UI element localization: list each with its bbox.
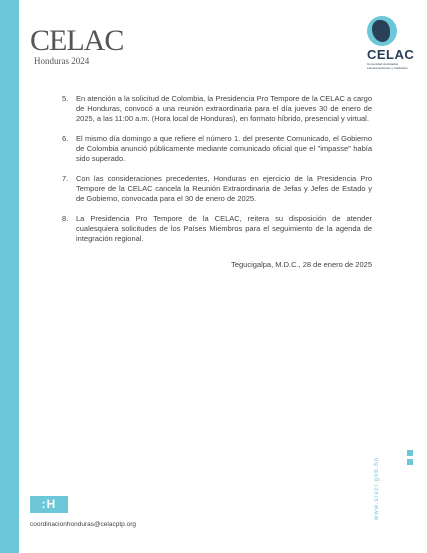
left-accent-bar (0, 0, 19, 553)
celac-logo-word: CELAC (30, 24, 124, 57)
celac-honduras-logo (30, 12, 135, 67)
celac-tagline: Comunidad de Estados Latinoamericanos y Caribeños (367, 62, 408, 70)
americas-globe-icon (367, 16, 397, 46)
item-number: 8. (62, 214, 69, 223)
honduras-2024-label: Honduras 2024 (34, 56, 90, 66)
list-item (62, 214, 372, 244)
communique-body (62, 94, 372, 270)
item-text: En atención a la solicitud de Colombia, la Presidencia Pro Tempore de la CELAC a cargo de Honduras, convocó a una reunión extraordinaria para el día jueves 30 de enero de 2025, a las 11:00 a.m. (Hora local de Honduras), en formato híbrido, presencial y virtual. (76, 94, 372, 123)
honduras-h-logo: :H (30, 496, 68, 513)
item-number: 6. (62, 134, 69, 143)
item-text: La Presidencia Pro Tempore de la CELAC, reitera su disposición de atender cualesquiera solicitudes de los Países Miembros para el seguimiento de la agenda de integración regional. (76, 214, 372, 243)
list-item (62, 134, 372, 164)
item-number: 5. (62, 94, 69, 103)
item-text: El mismo día domingo a que refiere el número 1. del presente Comunicado, el Gobierno de Colombia anunció públicamente mediante comunicado oficial que el "impasse" había sido superado. (76, 134, 372, 163)
list-item (62, 174, 372, 204)
contact-email[interactable]: coordinacionhonduras@celacptp.org (30, 521, 136, 528)
website-url[interactable]: www.sreci.gob.hn (374, 456, 380, 520)
list-item (62, 94, 372, 124)
celac-logo-word-right: CELAC (367, 47, 415, 62)
celac-community-logo (355, 16, 415, 76)
decorative-squares (407, 450, 415, 468)
place-date-line: Tegucigalpa, M.D.C., 28 de enero de 2025 (231, 260, 372, 269)
item-number: 7. (62, 174, 69, 183)
item-text: Con las consideraciones precedentes, Honduras en ejercicio de la Presidencia Pro Tempore de la CELAC cancela la Reunión Extraordinaria de Jefas y Jefes de Estado y de Gobierno, convocada para el 30 de enero de 2025. (76, 174, 372, 203)
